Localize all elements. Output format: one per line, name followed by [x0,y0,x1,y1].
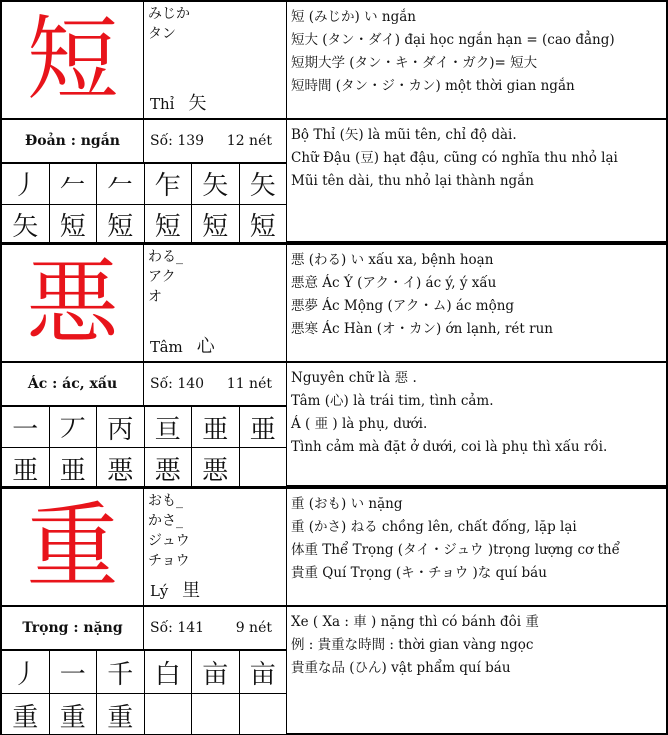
reading-text: おも_ [148,493,183,509]
example-line: 短 (みじか) い ngắn [291,9,416,25]
stroke-order-cell: 亜 [191,406,240,448]
stroke-order-cell: 一 [49,650,98,694]
note-line: 例 : 貴重な時間 : thời gian vàng ngọc [291,637,534,653]
kanji-entry [0,487,668,735]
kanji-stats [143,606,287,650]
stroke-order-cell: 重 [49,693,98,735]
radical-kanji: 里 [182,580,201,601]
stroke-order-cell: 𠂉 [96,163,145,205]
note-line: Bộ Thỉ (矢) là mũi tên, chỉ độ dài. [291,127,517,143]
notes-box [286,362,667,486]
examples-box [286,488,667,606]
meaning-label: Đoản : ngắn [1,119,144,163]
stroke-order-cell: 矢 [191,163,240,205]
stroke-order-cell: 短 [144,204,193,246]
example-line: 悪意 Ác Ý (アク・イ) ác ý, ý xấu [291,275,497,291]
example-line: 貴重 Quí Trọng (キ・チョウ )な quí báu [291,565,547,581]
notes-box [286,606,667,734]
reading-text: ジュウ [148,533,190,549]
example-line: 重 (かさ) ねる chồng lên, chất đống, lặp lại [291,519,577,535]
stroke-order-cell: 亩 [239,650,288,694]
stroke-order-cell: 矢 [1,204,50,246]
examples-box [286,244,667,362]
stroke-order-cell: 丿 [1,650,50,694]
stroke-order-cell: 亘 [144,406,193,448]
stroke-order-cell [144,693,193,735]
stroke-order-cell: 悪 [191,447,240,489]
stroke-order-cell: 亩 [191,650,240,694]
stroke-order-cell: 一 [1,406,50,448]
stroke-order-cell: 千 [96,650,145,694]
kanji-number: Số: 140 [150,376,205,392]
stroke-order-cell: 亜 [49,447,98,489]
kanji-stats [143,119,287,163]
example-line: 悪寒 Ác Hàn (オ・カン) ớn lạnh, rét run [291,321,553,337]
note-line: 貴重な品 (ひん) vật phẩm quí báu [291,660,511,676]
stroke-count: 9 nét [235,620,272,636]
examples-box [286,1,667,119]
example-line: 短時間 (タン・ジ・カン) một thời gian ngắn [291,78,575,94]
stroke-order-cell: 悪 [144,447,193,489]
note-line: Tâm (心) là trái tim, tình cảm. [291,393,494,409]
stroke-order-cell: 悪 [96,447,145,489]
reading-text: みじか [148,6,190,22]
example-line: 短期大学 (タン・キ・ダイ・ガク)= 短大 [291,55,538,71]
stroke-order-cell: 矢 [239,163,288,205]
radical-name: Thỉ [150,95,175,113]
stroke-order-cell: 乍 [144,163,193,205]
stroke-order-cell: 亜 [1,447,50,489]
notes-box [286,119,667,242]
example-line: 悪夢 Ác Mộng (アク・ム) ác mộng [291,298,515,314]
note-line: Chữ Đậu (豆) hạt đậu, cũng có nghĩa thu nhỏ lại [291,150,618,166]
example-line: 短大 (タン・ダイ) đại học ngắn hạn = (cao đẳng) [291,32,615,48]
stroke-order-cell: 白 [144,650,193,694]
kanji-number: Số: 141 [150,620,205,636]
reading-text: アク [148,269,176,285]
stroke-order-cell: 重 [1,693,50,735]
note-line: Nguyên chữ là 惡 . [291,370,417,386]
example-line: 重 (おも) い nặng [291,496,403,512]
meaning-label: Trọng : nặng [1,606,144,650]
radical-label [150,94,206,114]
stroke-count: 11 nét [226,376,272,392]
kanji-large: 重 [1,488,144,606]
radical-name: Lý [150,582,169,600]
readings-box [143,244,287,362]
radical-kanji: 心 [196,336,215,357]
reading-text: わる_ [148,249,183,265]
readings-box [143,1,287,119]
stroke-order-cell: 短 [96,204,145,246]
stroke-order-cell: 丙 [96,406,145,448]
reading-text: オ [148,289,162,305]
stroke-order-cell [239,693,288,735]
reading-text: かさ_ [148,513,183,529]
radical-label [150,337,215,357]
note-line: Mũi tên dài, thu nhỏ lại thành ngắn [291,173,534,189]
note-line: Tình cảm mà đặt ở dưới, coi là phụ thì xấu rồi. [291,439,608,455]
stroke-order-cell: 丆 [49,406,98,448]
radical-kanji: 矢 [188,93,207,114]
stroke-order-cell: 短 [239,204,288,246]
stroke-order-cell [239,447,288,489]
stroke-order-cell: 丿 [1,163,50,205]
radical-name: Tâm [150,338,183,356]
radical-label [150,581,200,601]
kanji-entry [0,243,668,487]
kanji-entry [0,0,668,243]
stroke-order-cell [191,693,240,735]
meaning-label: Ác : ác, xấu [1,362,144,406]
stroke-count: 12 nét [226,133,272,149]
readings-box [143,488,287,606]
example-line: 悪 (わる) い xấu xa, bệnh hoạn [291,252,494,268]
reading-text: チョウ [148,553,190,569]
stroke-order-cell: 短 [49,204,98,246]
example-line: 体重 Thể Trọng (タイ・ジュウ )trọng lượng cơ thể [291,542,620,558]
stroke-order-cell: 短 [191,204,240,246]
kanji-large: 短 [1,1,144,119]
note-line: Á ( 亜 ) là phụ, dưới. [291,416,428,432]
kanji-number: Số: 139 [150,133,205,149]
stroke-order-cell: 重 [96,693,145,735]
kanji-stats [143,362,287,406]
note-line: Xe ( Xa : 車 ) nặng thì có bánh đôi 重 [291,614,539,630]
stroke-order-cell: 亜 [239,406,288,448]
reading-text: タン [148,26,176,42]
kanji-large: 悪 [1,244,144,362]
stroke-order-cell: 𠂉 [49,163,98,205]
